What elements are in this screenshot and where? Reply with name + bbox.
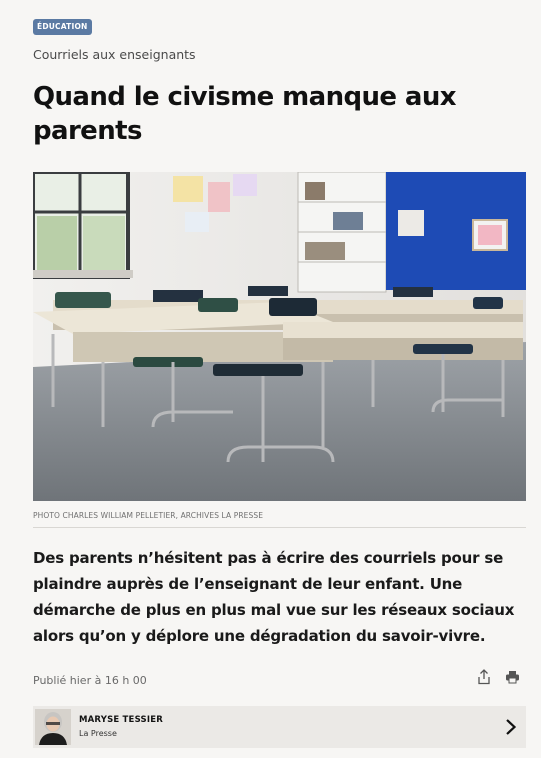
author-name: MARYSE TESSIER — [79, 715, 163, 725]
article-photo[interactable] — [33, 172, 526, 501]
chevron-right-icon[interactable] — [505, 718, 517, 736]
publish-date: Publié hier à 16 h 00 — [33, 674, 147, 687]
article-lede: Des parents n’hésitent pas à écrire des courriels pour se plaindre auprès de l’enseignant de leur enfant. Une démarche de plus en plus mal vue sur les réseaux sociaux alors qu’on y déplore une dégradation du savoir-vivre. — [33, 549, 515, 645]
photo-credit: PHOTO CHARLES WILLIAM PELLETIER, ARCHIVES LA PRESSE — [33, 511, 264, 520]
share-icon[interactable] — [477, 669, 491, 685]
article-title: Quand le civisme manque aux parents — [33, 82, 456, 146]
author-organization: La Presse — [79, 729, 117, 738]
print-icon[interactable] — [505, 670, 520, 684]
author-card[interactable] — [33, 706, 526, 748]
classroom-illustration — [33, 172, 526, 501]
category-badge[interactable]: ÉDUCATION — [33, 19, 92, 35]
article-kicker: Courriels aux enseignants — [33, 47, 196, 62]
divider — [33, 527, 526, 528]
author-avatar — [35, 709, 71, 745]
